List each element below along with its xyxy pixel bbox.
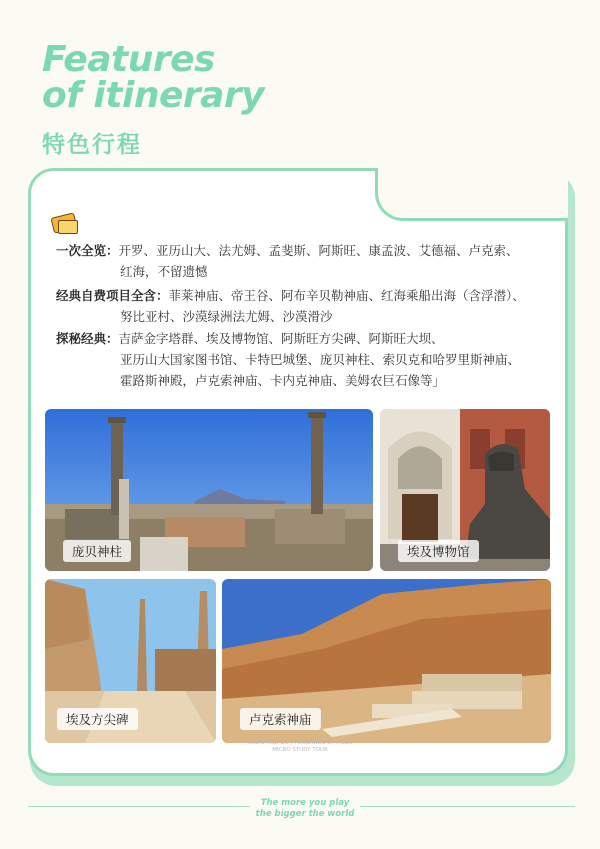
feature-2-text-1: 菲莱神庙、帝王谷、阿布辛贝勒神庙、红海乘船出海（含浮潜）、 [168,288,525,303]
title-english [42,39,265,116]
ticket-icon [50,210,80,236]
feature-1-label: 一次全览： [56,243,119,258]
footer-slogan-line2: the bigger the world [255,809,355,819]
card-corner-tab [375,168,568,221]
feature-1-line-1 [56,240,519,261]
feature-3-text-1: 吉萨金字塔群、埃及博物馆、阿斯旺方尖碑、阿斯旺大坝、 [118,331,444,346]
photo-luxor-temple [222,579,551,743]
photo-pompeii-caption: 庞贝神柱 [63,540,131,562]
feature-3-label: 探秘经典： [56,331,119,346]
watermark-line2: MICRO STUDY TOUR [272,747,328,753]
title-english-line2: of itinerary [42,75,265,116]
watermark [240,740,360,754]
photo-egyptian-museum [380,409,550,571]
photo-pompeii-columns [45,409,373,571]
feature-1-text-1: 开罗、亚历山大、法尤姆、孟斐斯、阿斯旺、康孟波、艾德福、卢克索、 [118,243,519,258]
photo-obelisk [45,579,216,743]
feature-3-line-2: 亚历山大国家图书馆、卡特巴城堡、庞贝神柱、索贝克和哈罗里斯神庙、 [120,352,521,367]
title-english-line1: Features [42,39,215,80]
footer-divider-left [28,806,250,807]
photo-museum-caption: 埃及博物馆 [398,540,479,562]
feature-1-line-2: 红海，不留遗憾 [120,264,208,279]
watermark-line1: KNOW AND DO | POUSANOS OF MILES [247,740,353,746]
footer-divider-right [360,806,575,807]
photo-luxor-caption: 卢克索神庙 [240,708,321,730]
footer-slogan-line1: The more you play [260,798,350,808]
feature-2-line-1 [56,285,525,306]
feature-2-label: 经典自费项目全含： [56,288,169,303]
feature-3-line-3: 霍路斯神殿，卢克索神庙、卡内克神庙、美姆农巨石像等」 [120,373,446,388]
photo-obelisk-caption: 埃及方尖碑 [57,708,138,730]
feature-3-line-1 [56,328,444,349]
footer-slogan [255,798,355,820]
feature-2-line-2: 努比亚村、沙漠绿洲法尤姆、沙漠滑沙 [120,309,333,324]
title-chinese: 特色行程 [42,132,142,158]
